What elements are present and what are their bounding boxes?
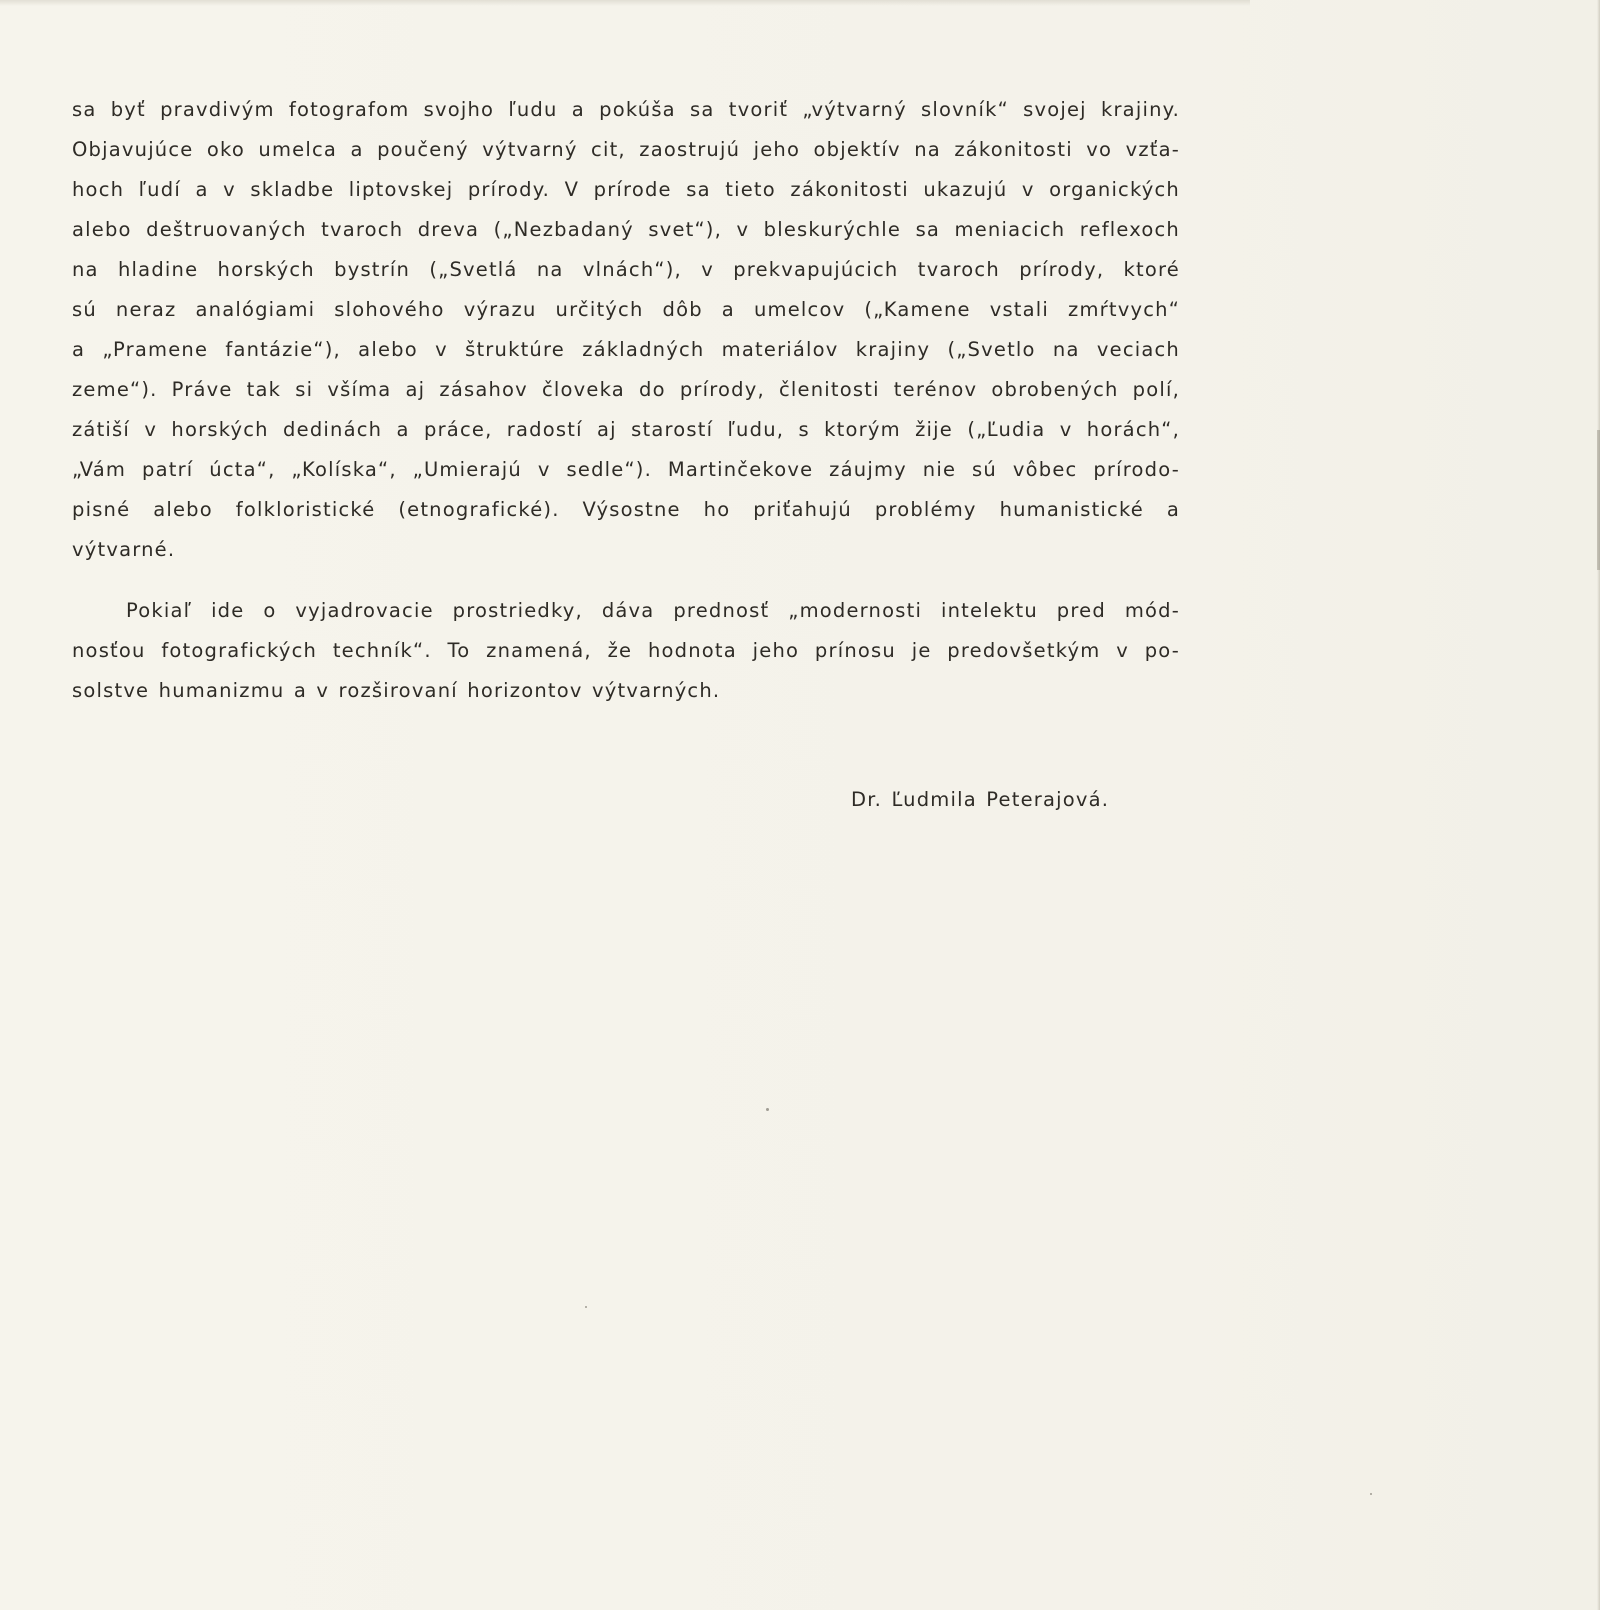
author-signature: Dr. Ľudmila Peterajová. (851, 788, 1110, 811)
paper-speck (766, 1108, 769, 1111)
paragraph-1 (72, 90, 1180, 570)
text-line: sa byť pravdivým fotografom svojho ľudu a pokúša sa tvoriť „výtvarný slovník“ svojej krajiny. (72, 98, 1180, 121)
scan-top-shadow (0, 0, 1250, 6)
text-line: „Vám patrí úcta“, „Kolíska“, „Umierajú v sedle“). Martinčekove záujmy nie sú vôbec prírodo- (72, 458, 1180, 481)
text-line: na hladine horských bystrín („Svetlá na vlnách“), v prekvapujúcich tvaroch prírody, ktoré (72, 258, 1180, 281)
text-line: zeme“). Práve tak si všíma aj zásahov človeka do prírody, členitosti terénov obrobených polí, (72, 378, 1180, 401)
text-line: a „Pramene fantázie“), alebo v štruktúre základných materiálov krajiny („Svetlo na veciach (72, 338, 1180, 361)
text-line: zátiší v horských dedinách a práce, radostí aj starostí ľudu, s ktorým žije („Ľudia v horách“, (72, 418, 1180, 441)
paper-speck (1370, 1493, 1372, 1495)
text-line: výtvarné. (72, 538, 176, 561)
text-line: Objavujúce oko umelca a poučený výtvarný cit, zaostrujú jeho objektív na zákonitosti vo vzťa- (72, 138, 1180, 161)
paper-speck (585, 1306, 587, 1308)
text-line: Pokiaľ ide o vyjadrovacie prostriedky, dáva prednosť „modernosti intelektu pred mód- (126, 599, 1180, 622)
text-line: hoch ľudí a v skladbe liptovskej prírody. V prírode sa tieto zákonitosti ukazujú v organických (72, 178, 1180, 201)
text-line: sú neraz analógiami slohového výrazu určitých dôb a umelcov („Kamene vstali zmŕtvych“ (72, 298, 1180, 321)
text-line: alebo deštruovaných tvaroch dreva („Nezbadaný svet“), v bleskurýchle sa meniacich reflexoch (72, 218, 1180, 241)
text-line: nosťou fotografických techník“. To znamená, že hodnota jeho prínosu je predovšetkým v po- (72, 639, 1180, 662)
text-line: pisné alebo folkloristické (etnografické). Výsostne ho priťahujú problémy humanistické a (72, 498, 1180, 521)
paragraph-2 (72, 591, 1180, 711)
body-text (72, 90, 1180, 711)
text-line: solstve humanizmu a v rozširovaní horizontov výtvarných. (72, 679, 721, 702)
